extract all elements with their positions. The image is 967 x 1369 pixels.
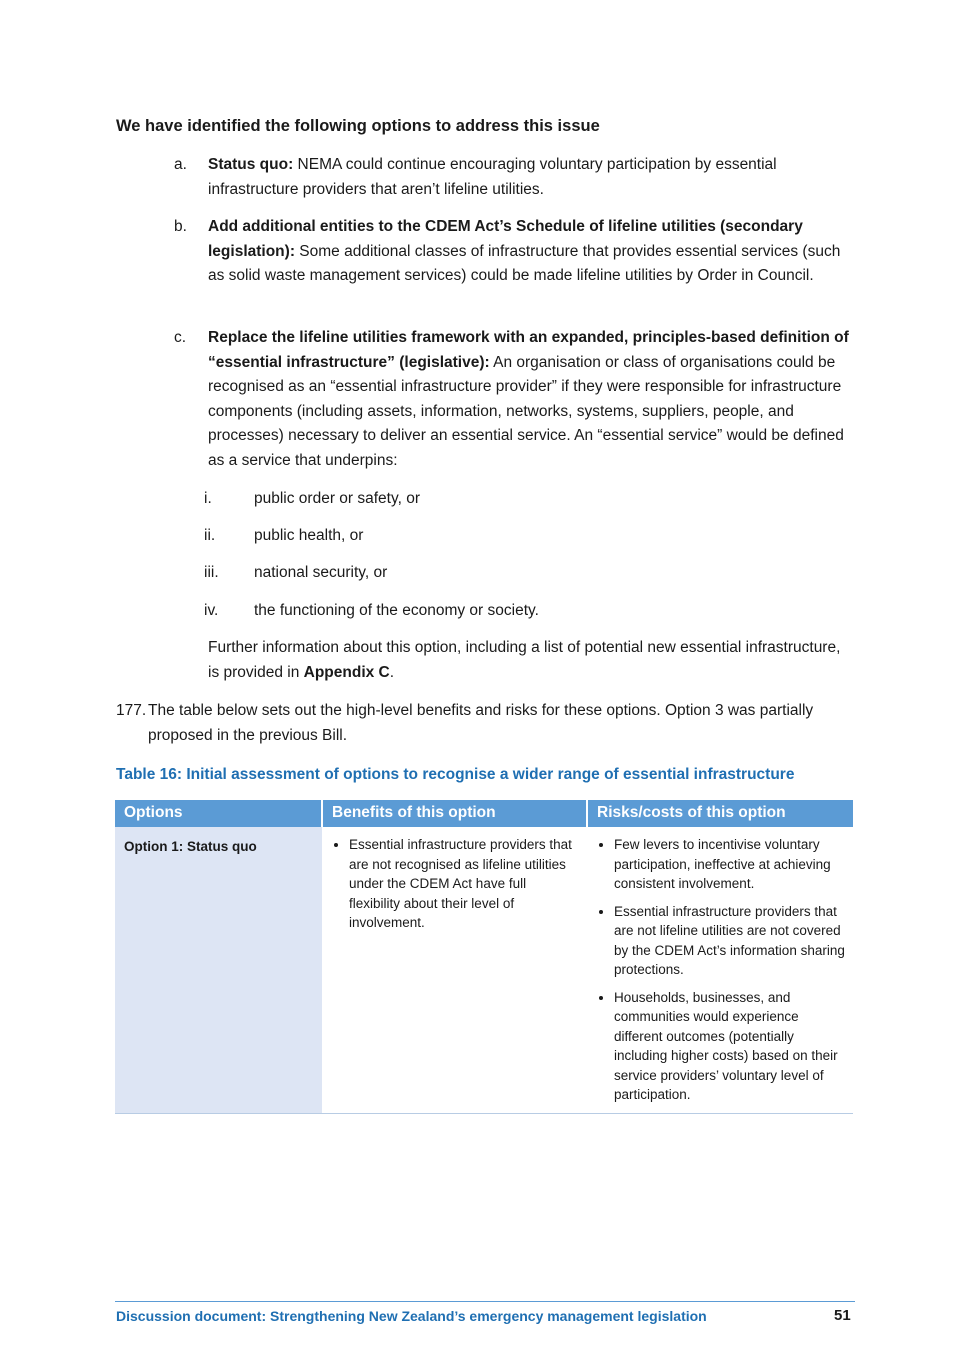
sub-item xyxy=(204,561,387,585)
option-c xyxy=(174,326,854,473)
risk-item: • Households, businesses, and communities would experience different outcomes (potentially including higher costs) based on their service providers’ voluntary level of participation. xyxy=(614,988,845,1105)
sub-item-number: i. xyxy=(204,490,212,507)
sub-item xyxy=(204,524,363,548)
paragraph-number: 177. xyxy=(116,702,147,719)
header-risks: Risks/costs of this option xyxy=(587,800,853,827)
risk-item: • Few levers to incentivise voluntary participation, ineffective at achieving consistent involvement. xyxy=(614,835,845,894)
paragraph-text: The table below sets out the high-level benefits and risks for these options. Option 3 was partially proposed in the previous Bill. xyxy=(148,702,814,744)
option-title: Replace the lifeline utilities framework with an expanded, principles-based definition of “essential infrastructure” (legislative): xyxy=(208,329,849,371)
header-options: Options xyxy=(115,800,322,827)
page-number: 51 xyxy=(834,1307,851,1324)
benefit-item: • Essential infrastructure providers that are not recognised as lifeline utilities under the CDEM Act have full flexibility about their level of involvement. xyxy=(349,835,579,933)
option-text: An organisation or class of organisations could be recognised as an “essential infrastructure provider” if they were responsible for infrastructure components (including assets, information, networks, systems, suppliers, people, and processes) necessary to deliver an essential service. An “essential service” would be defined as a service that underpins: xyxy=(208,353,844,469)
benefits-cell xyxy=(322,827,587,1113)
sub-item xyxy=(204,599,539,623)
table-caption: Table 16: Initial assessment of options to recognise a wider range of essential infrastructure xyxy=(116,766,795,783)
sub-item-text: public health, or xyxy=(254,527,364,544)
sub-item-number: ii. xyxy=(204,527,216,544)
sub-item-text: national security, or xyxy=(254,564,388,581)
footer-divider xyxy=(115,1301,855,1302)
further-end: . xyxy=(389,663,395,681)
table-row xyxy=(115,827,853,1113)
options-table xyxy=(115,800,853,1114)
option-text: NEMA could continue encouraging voluntary participation by essential infrastructure providers that aren’t lifeline utilities. xyxy=(208,156,777,198)
option-text: Some additional classes of infrastructure that provides essential services (such as solid waste management services) could be made lifeline utilities by Order in Council. xyxy=(208,242,841,284)
option-name-cell: Option 1: Status quo xyxy=(115,827,322,1113)
sub-item-text: the functioning of the economy or society. xyxy=(254,602,539,619)
risks-cell xyxy=(587,827,853,1113)
option-a xyxy=(174,153,854,202)
header-benefits: Benefits of this option xyxy=(322,800,587,827)
option-letter: c. xyxy=(174,329,187,346)
table-header-row xyxy=(115,800,853,827)
option-letter: a. xyxy=(174,156,187,173)
further-text: Further information about this option, including a list of potential new essential infrastructure, is provided in xyxy=(208,639,841,681)
appendix-reference: Appendix C xyxy=(303,663,390,681)
risk-item: • Essential infrastructure providers that are not lifeline utilities are not covered by the CDEM Act’s information sharing protections. xyxy=(614,902,845,980)
further-information xyxy=(208,636,848,685)
section-heading: We have identified the following options to address this issue xyxy=(116,117,600,135)
sub-item-text: public order or safety, or xyxy=(254,490,420,507)
option-letter: b. xyxy=(174,218,187,235)
sub-item xyxy=(204,487,420,511)
option-b xyxy=(174,215,854,289)
sub-item-number: iii. xyxy=(204,564,219,581)
sub-item-number: iv. xyxy=(204,602,219,619)
footer-title: Discussion document: Strengthening New Zealand’s emergency management legislation xyxy=(116,1308,707,1324)
paragraph-177 xyxy=(116,699,846,748)
option-title: Add additional entities to the CDEM Act’s Schedule of lifeline utilities (secondary legislation): xyxy=(208,218,803,260)
option-title: Status quo: xyxy=(208,156,294,173)
